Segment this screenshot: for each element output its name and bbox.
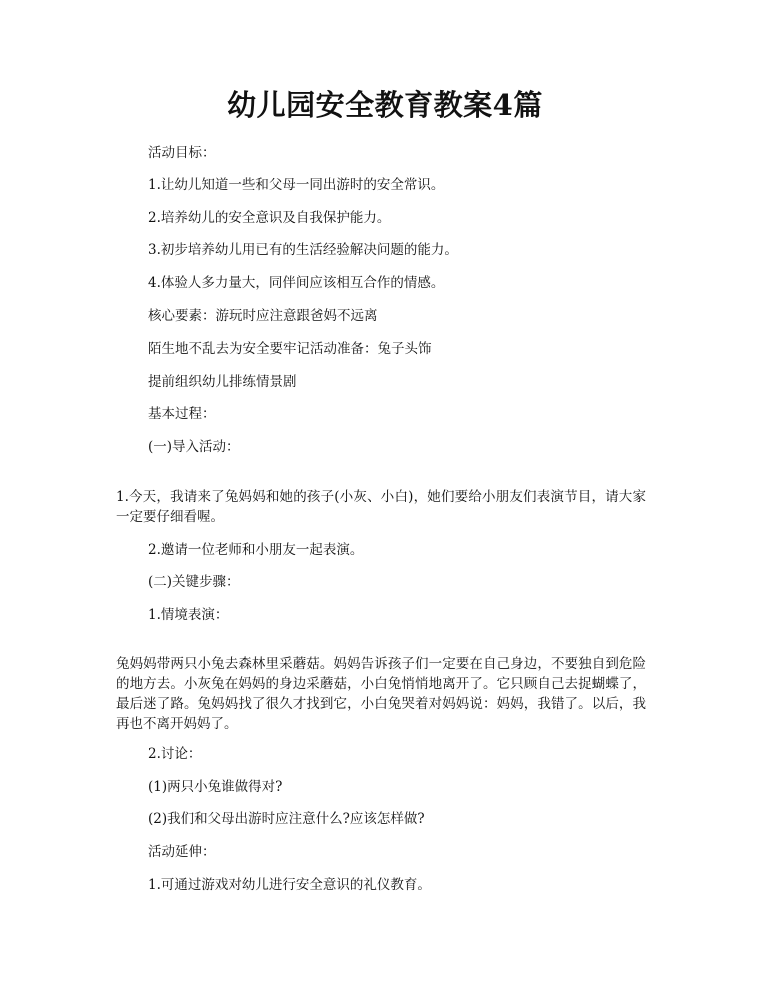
paragraph: 2.讨论： xyxy=(148,746,202,762)
paragraph: 1.让幼儿知道一些和父母一同出游时的安全常识。 xyxy=(148,177,445,193)
paragraph: 2.培养幼儿的安全意识及自我保护能力。 xyxy=(148,210,391,226)
paragraph: 3.初步培养幼儿用已有的生活经验解决问题的能力。 xyxy=(148,242,458,258)
paragraph: 4.体验人多力量大，同伴间应该相互合作的情感。 xyxy=(148,275,445,291)
document-title: 幼儿园安全教育教案4篇 xyxy=(227,88,543,122)
paragraph: 基本过程： xyxy=(148,406,216,422)
paragraph: 陌生地不乱去为安全要牢记活动准备：兔子头饰 xyxy=(148,341,432,357)
paragraph: 1.可通过游戏对幼儿进行安全意识的礼仪教育。 xyxy=(148,877,431,893)
paragraph: (二)关键步骤： xyxy=(148,574,240,590)
paragraph: (1)两只小兔谁做得对? xyxy=(148,779,283,795)
paragraph: 核心要素：游玩时应注意跟爸妈不远离 xyxy=(148,308,378,324)
paragraph: 1.情境表演： xyxy=(148,607,229,623)
paragraph: 活动延伸： xyxy=(148,844,216,860)
paragraph: (2)我们和父母出游时应注意什么?应该怎样做? xyxy=(148,811,425,827)
paragraph: (一)导入活动： xyxy=(148,439,240,455)
paragraph: 提前组织幼儿排练情景剧 xyxy=(148,374,297,390)
paragraph: 2.邀请一位老师和小朋友一起表演。 xyxy=(148,542,364,558)
paragraph: 1.今天，我请来了兔妈妈和她的孩子(小灰、小白)，她们要给小朋友们表演节目，请大家一定要仔细看喔。 xyxy=(116,489,646,525)
paragraph: 活动目标： xyxy=(148,145,216,161)
paragraph: 兔妈妈带两只小兔去森林里采蘑菇。妈妈告诉孩子们一定要在自己身边，不要独自到危险的地方去。小灰兔在妈妈的身边采蘑菇，小白兔悄悄地离开了。它只顾自己去捉蝴蝶了，最后迷了路。兔妈妈找了很久才找到它，小白兔哭着对妈妈说：妈妈，我错了。以后，我再也不离开妈妈了。 xyxy=(116,656,646,732)
